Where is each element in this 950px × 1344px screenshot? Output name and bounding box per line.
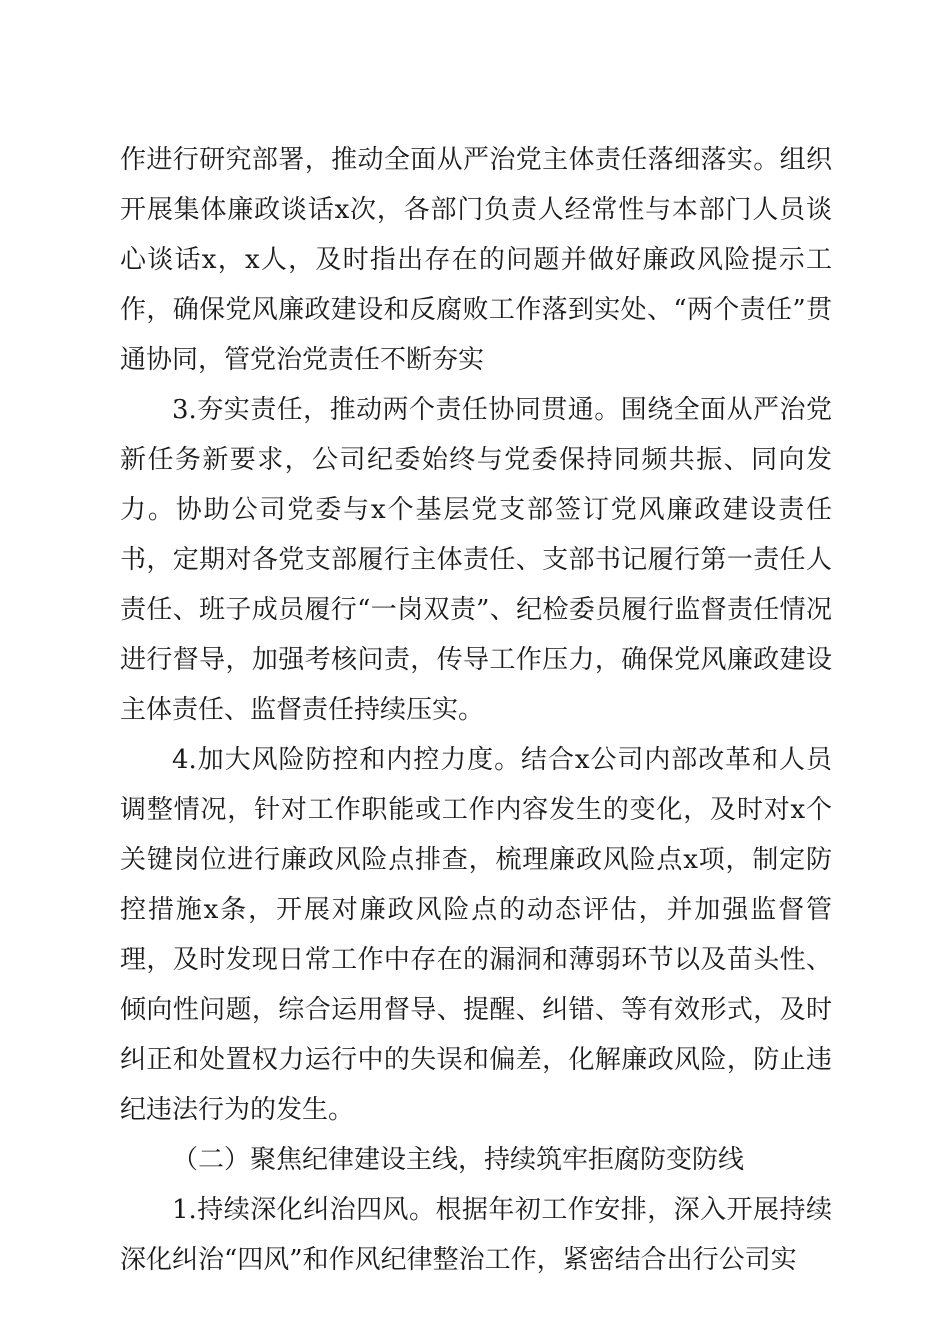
paragraph-item-4: 4.加大风险防控和内控力度。结合x公司内部改革和人员调整情况，针对工作职能或工作内容发生的变化，及时对x个关键岗位进行廉政风险点排查，梳理廉政风险点x项，制定防控措施x条，开展对廉政风险点的动态评估，并加强监督管理，及时发现日常工作中存在的漏洞和薄弱环节以及苗头性、倾向性问题，综合运用督导、提醒、纠错、等有效形式，及时纠正和处置权力运行中的失误和偏差，化解廉政风险，防止违纪违法行为的发生。 [120, 745, 832, 1125]
paragraph-item-3: 3.夯实责任，推动两个责任协同贯通。围绕全面从严治党新任务新要求，公司纪委始终与党委保持同频共振、同向发力。协助公司党委与x个基层党支部签订党风廉政建设责任书，定期对各党支部履行主体责任、支部书记履行第一责任人责任、班子成员履行“一岗双责”、纪检委员履行监督责任情况进行督导，加强考核问责，传导工作压力，确保党风廉政建设主体责任、监督责任持续压实。 [120, 395, 832, 725]
paragraph-item-1: 1.持续深化纠治四风。根据年初工作安排，深入开展持续深化纠治“四风”和作风纪律整治工作，紧密结合出行公司实 [120, 1195, 832, 1275]
paragraph-continuation: 作进行研究部署，推动全面从严治党主体责任落细落实。组织开展集体廉政谈话x次，各部门负责人经常性与本部门人员谈心谈话x，x人，及时指出存在的问题并做好廉政风险提示工作，确保党风廉政建设和反腐败工作落到实处、“两个责任”贯通协同，管党治党责任不断夯实 [120, 145, 832, 375]
document-body [120, 135, 832, 1285]
section-heading: （二）聚焦纪律建设主线，持续筑牢拒腐防变防线 [172, 1145, 745, 1175]
